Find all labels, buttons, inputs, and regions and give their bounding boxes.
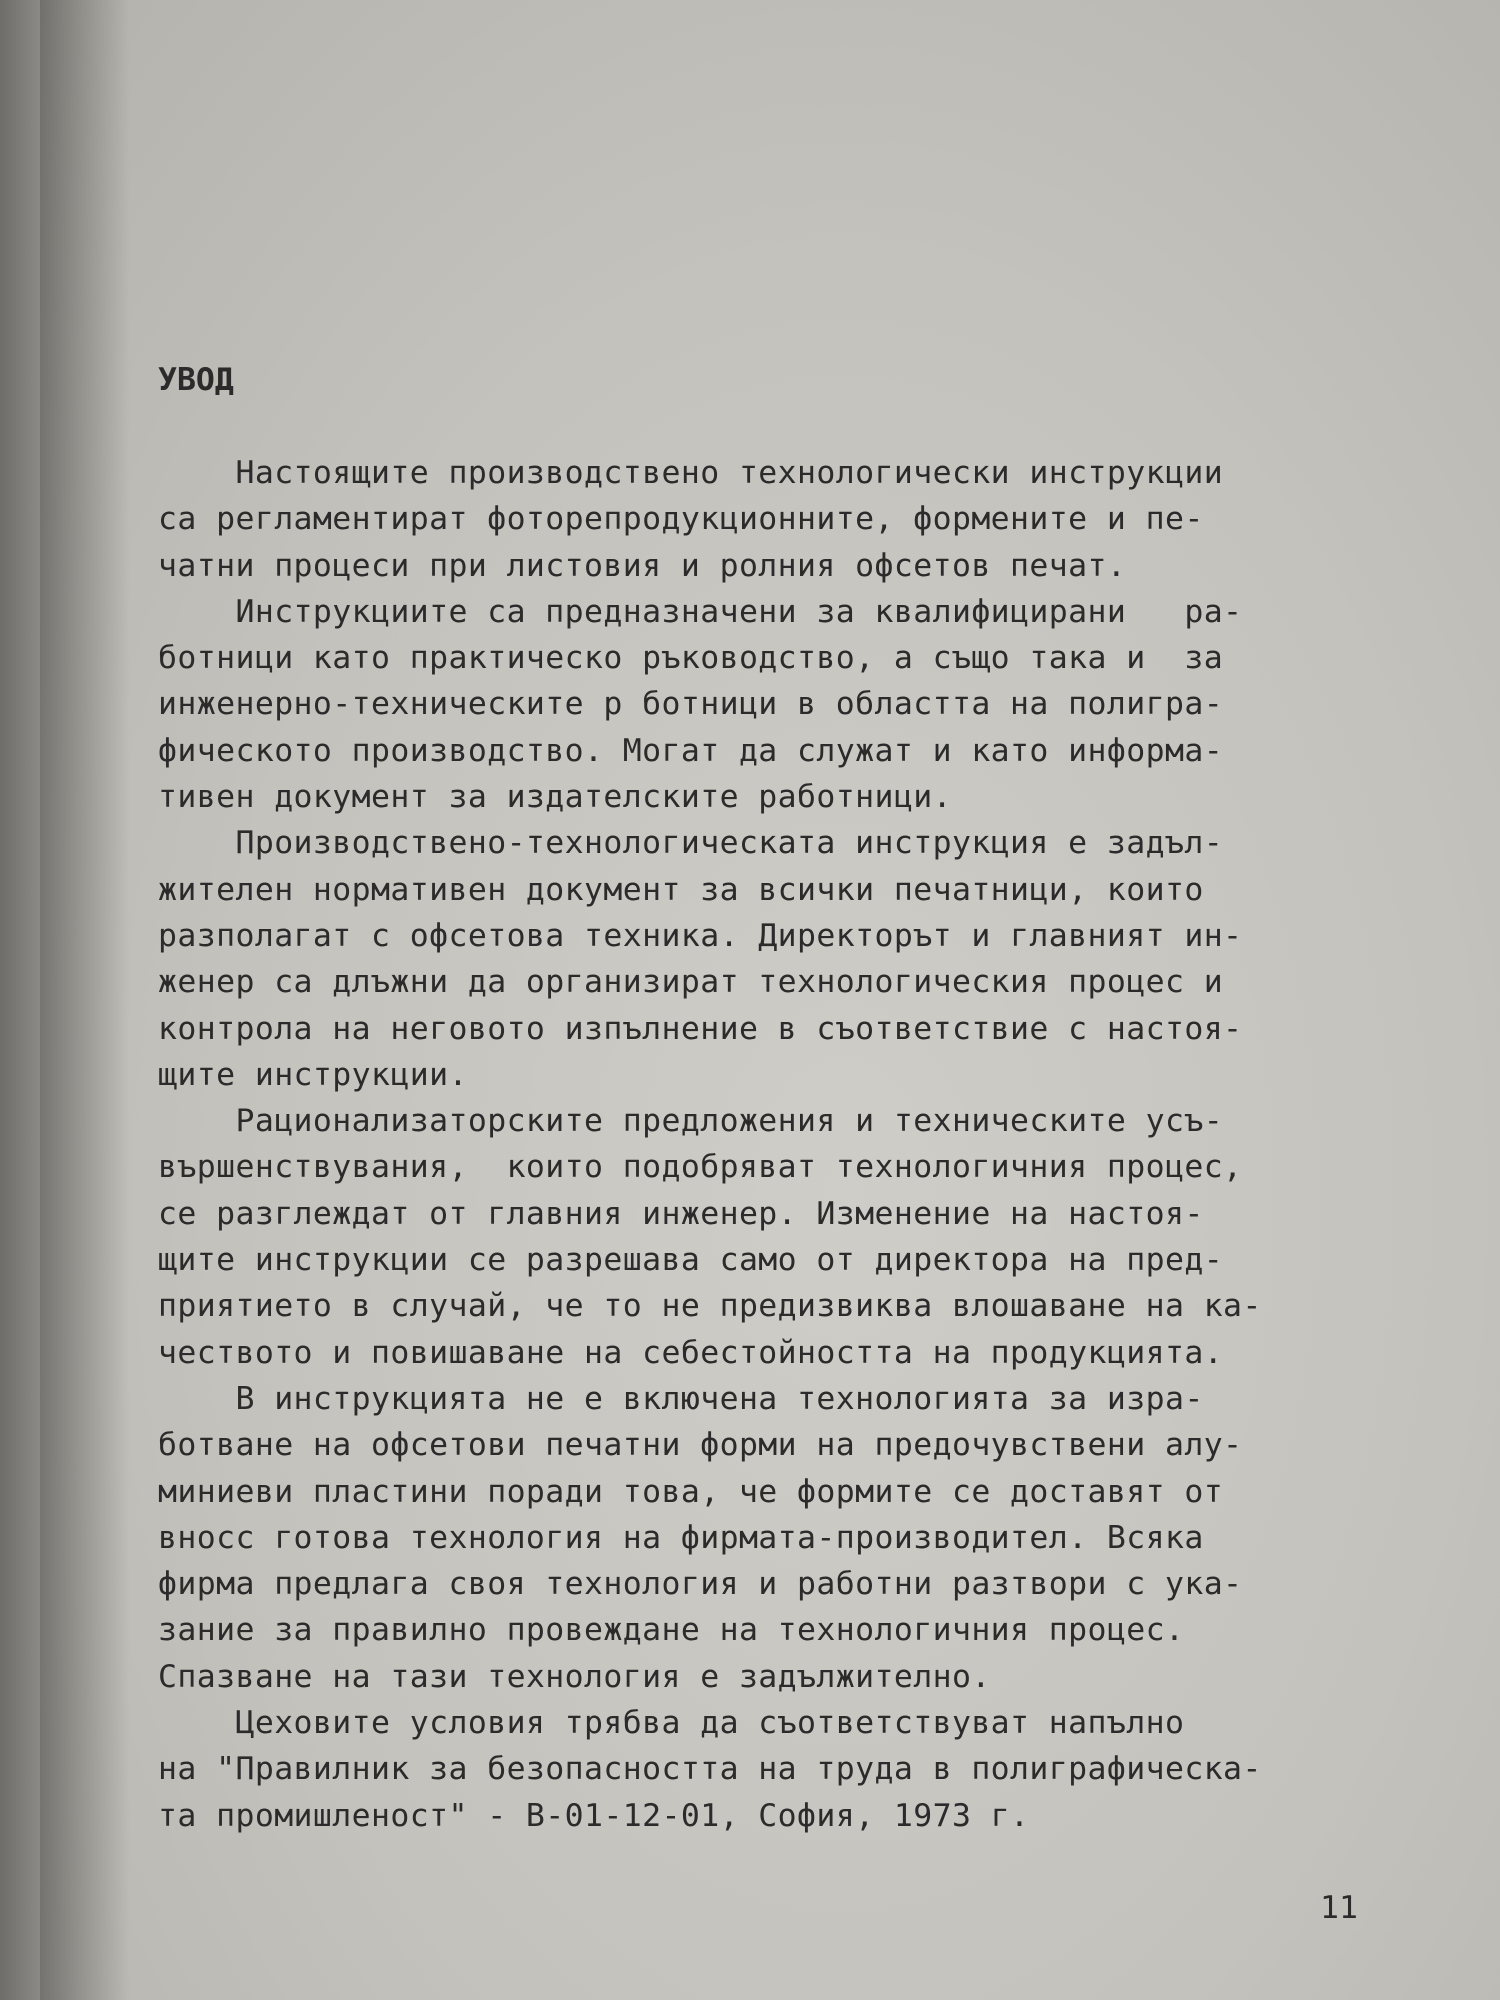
text-line: Инструкциите са предназначени за квалифицирани ра- <box>158 593 1243 630</box>
text-line: приятието в случай, че то не предизвиква влошаване на ка- <box>158 1288 1262 1325</box>
text-line: зание за правилно провеждане на технологичния процес. <box>158 1612 1185 1649</box>
text-line: Цеховите условия трябва да съответствуват напълно <box>158 1705 1185 1742</box>
text-line: вършенствувания, които подобряват технологичния процес, <box>158 1149 1243 1186</box>
text-line: Производствено-технологическата инструкция е задъл- <box>158 825 1224 862</box>
text-line: инженерно-техническите р ботници в областта на полигра- <box>158 686 1224 723</box>
text-line: В инструкцията не е включена технологията за изра- <box>158 1380 1204 1417</box>
page-number: 11 <box>1320 1890 1358 1926</box>
text-line: Спазване на тази технология е задължително. <box>158 1658 991 1695</box>
text-line: ботници като практическо ръководство, а също така и за <box>158 640 1224 677</box>
text-line: са регламентират фоторепродукционните, формените и пе- <box>158 501 1204 538</box>
text-line: разполагат с офсетова техника. Директорът и главният ин- <box>158 917 1243 954</box>
text-line: миниеви пластини поради това, че формите се доставят от <box>158 1473 1224 1510</box>
text-line: фическото производство. Могат да служат и като информа- <box>158 732 1224 769</box>
text-line: чеството и повишаване на себестойността на продукцията. <box>158 1334 1224 1371</box>
text-line: Настоящите производствено технологически инструкции <box>158 455 1224 491</box>
text-line: жителен нормативен документ за всички печатници, които <box>158 871 1204 908</box>
text-line: женер са длъжни да организират технологическия процес и <box>158 964 1224 1001</box>
text-line: на "Правилник за безопасността на труда в полиграфическа- <box>158 1751 1262 1788</box>
text-line: щите инструкции се разрешава само от директора на пред- <box>158 1242 1224 1279</box>
text-line: тивен документ за издателските работници. <box>158 779 952 816</box>
text-line: се разглеждат от главния инженер. Изменение на настоя- <box>158 1195 1204 1232</box>
text-line: контрола на неговото изпълнение в съответствие с настоя- <box>158 1010 1243 1047</box>
spine-shadow <box>40 0 130 2000</box>
text-line: та промишленост" - В-01-12-01, София, 1973 г. <box>158 1797 1030 1834</box>
body-text <box>158 450 1398 1839</box>
text-line: чатни процеси при листовия и ролния офсетов печат. <box>158 547 1127 584</box>
text-line: вносс готова технология на фирмата-производител. Всяка <box>158 1519 1204 1556</box>
text-line: фирма предлага своя технология и работни разтвори с ука- <box>158 1566 1243 1603</box>
text-line: щите инструкции. <box>158 1056 468 1093</box>
text-line: Рационализаторските предложения и техническите усъ- <box>158 1103 1224 1140</box>
page-heading: УВОД <box>158 362 234 398</box>
text-line: ботване на офсетови печатни форми на предочувствени алу- <box>158 1427 1243 1464</box>
